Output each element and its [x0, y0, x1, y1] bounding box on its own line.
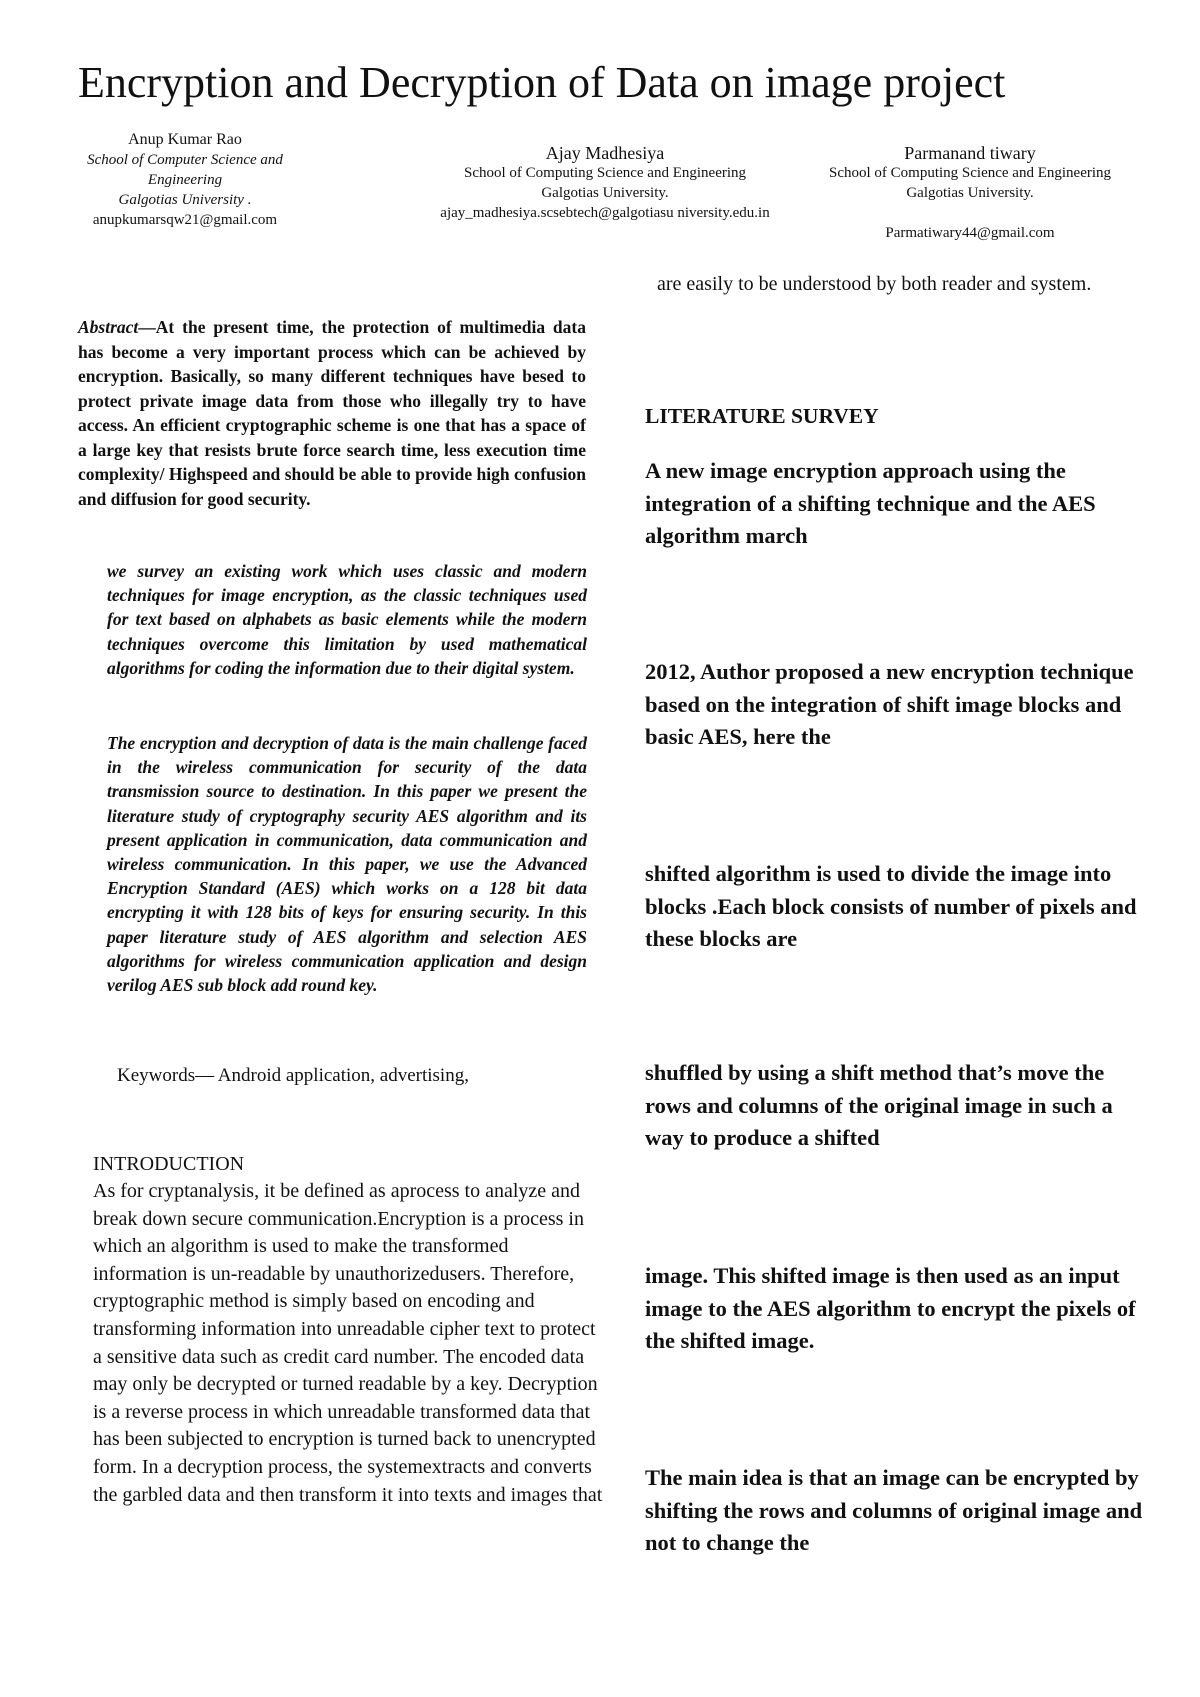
author-email: Parmatiwary44@gmail.com: [885, 225, 1055, 241]
author-affiliation: School of Computing Science and Engineering: [463, 165, 747, 181]
author-name: Anup Kumar Rao: [128, 131, 242, 148]
introduction-heading: INTRODUCTION: [93, 1153, 245, 1175]
author-email: anupkumarsqw21@gmail.com: [92, 212, 278, 228]
author-affiliation: School of Computer Science and Engineering: [87, 152, 283, 188]
paragraph-text: The encryption and decryption of data is the main challenge faced in the wireless communication for security of the data transmission source to destination. In this paper we present the literature study of cryptography security AES algorithm and its present application in communication, data communication and wireless communication. In this paper, we use the Advanced Encryption Standard (AES) which works on a 128 bit data encrypting it with 128 bits of keys for ensuring security. In this paper literature study of AES algorithm and selection AES algorithms for wireless communication application and design verilog AES sub block add round key.: [107, 733, 587, 996]
literature-block: shuffled by using a shift method that’s move the rows and columns of the original image in such a way to produce a shifted: [645, 1060, 1113, 1150]
author-university: Galgotias University.: [541, 185, 669, 201]
literature-survey-heading: LITERATURE SURVEY: [645, 404, 879, 428]
literature-block: shifted algorithm is used to divide the image into blocks .Each block consists of number of pixels and these blocks are: [645, 861, 1137, 951]
introduction-body: As for cryptanalysis, it be defined as aprocess to analyze and break down secure communication.Encryption is a process in which an algorithm is used to make the transformed information is un-readable by unauthorizedusers. Therefore, cryptographic method is simply based on encoding and transforming information into unreadable cipher text to protect a sensitive data such as credit card number. The encoded data may only be decrypted or turned readable by a key. Decryption is a reverse process in which unreadable transformed data that has been subjected to encryption is turned back to unencrypted form. In a decryption process, the systemextracts and converts the garbled data and then transform it into texts and images that: [93, 1180, 603, 1506]
author-university: Galgotias University .: [118, 192, 252, 208]
abstract-text: —At the present time, the protection of multimedia data has become a very important process which can be achieved by encryption. Basically, so many different techniques have besed to protect private image data from those who illegally try to have access. An efficient cryptographic scheme is one that has a space of a large key that resists brute force search time, less execution time complexity/ Highspeed and should be able to provide high confusion and diffusion for good security.: [78, 317, 586, 509]
keywords: Keywords— Android application, advertising,: [117, 1065, 469, 1086]
author-name: Ajay Madhesiya: [545, 143, 665, 163]
literature-block: The main idea is that an image can be encrypted by shifting the rows and columns of original image and not to change the: [645, 1465, 1143, 1555]
abstract: [78, 315, 586, 511]
author-block-1: [60, 130, 310, 230]
abstract-italic-paragraph-1: [107, 559, 587, 680]
author-block-3: [820, 143, 1120, 243]
author-email: ajay_madhesiya.scsebtech@galgotiasu niversity.edu.in: [440, 205, 770, 221]
introduction-continuation: are easily to be understood by both reader and system.: [657, 273, 1092, 295]
author-affiliation: School of Computing Science and Engineering: [828, 165, 1112, 181]
abstract-label: Abstract: [78, 317, 139, 337]
literature-block: image. This shifted image is then used as an input image to the AES algorithm to encrypt the pixels of the shifted image.: [645, 1263, 1136, 1353]
literature-block: 2012, Author proposed a new encryption technique based on the integration of shift image blocks and basic AES, here the: [645, 659, 1134, 749]
literature-block: A new image encryption approach using the integration of a shifting technique and the AES algorithm march: [645, 458, 1096, 548]
author-block-2: [440, 143, 770, 223]
paper-title: Encryption and Decryption of Data on image project: [78, 58, 1006, 107]
author-name: Parmanand tiwary: [904, 143, 1036, 163]
paragraph-text: we survey an existing work which uses classic and modern techniques for image encryption, as the classic techniques used for text based on alphabets as basic elements while the modern techniques overcome this limitation by used mathematical algorithms for coding the information due to their digital system.: [107, 561, 587, 678]
author-university: Galgotias University.: [906, 185, 1034, 201]
abstract-italic-paragraph-2: [107, 731, 587, 997]
